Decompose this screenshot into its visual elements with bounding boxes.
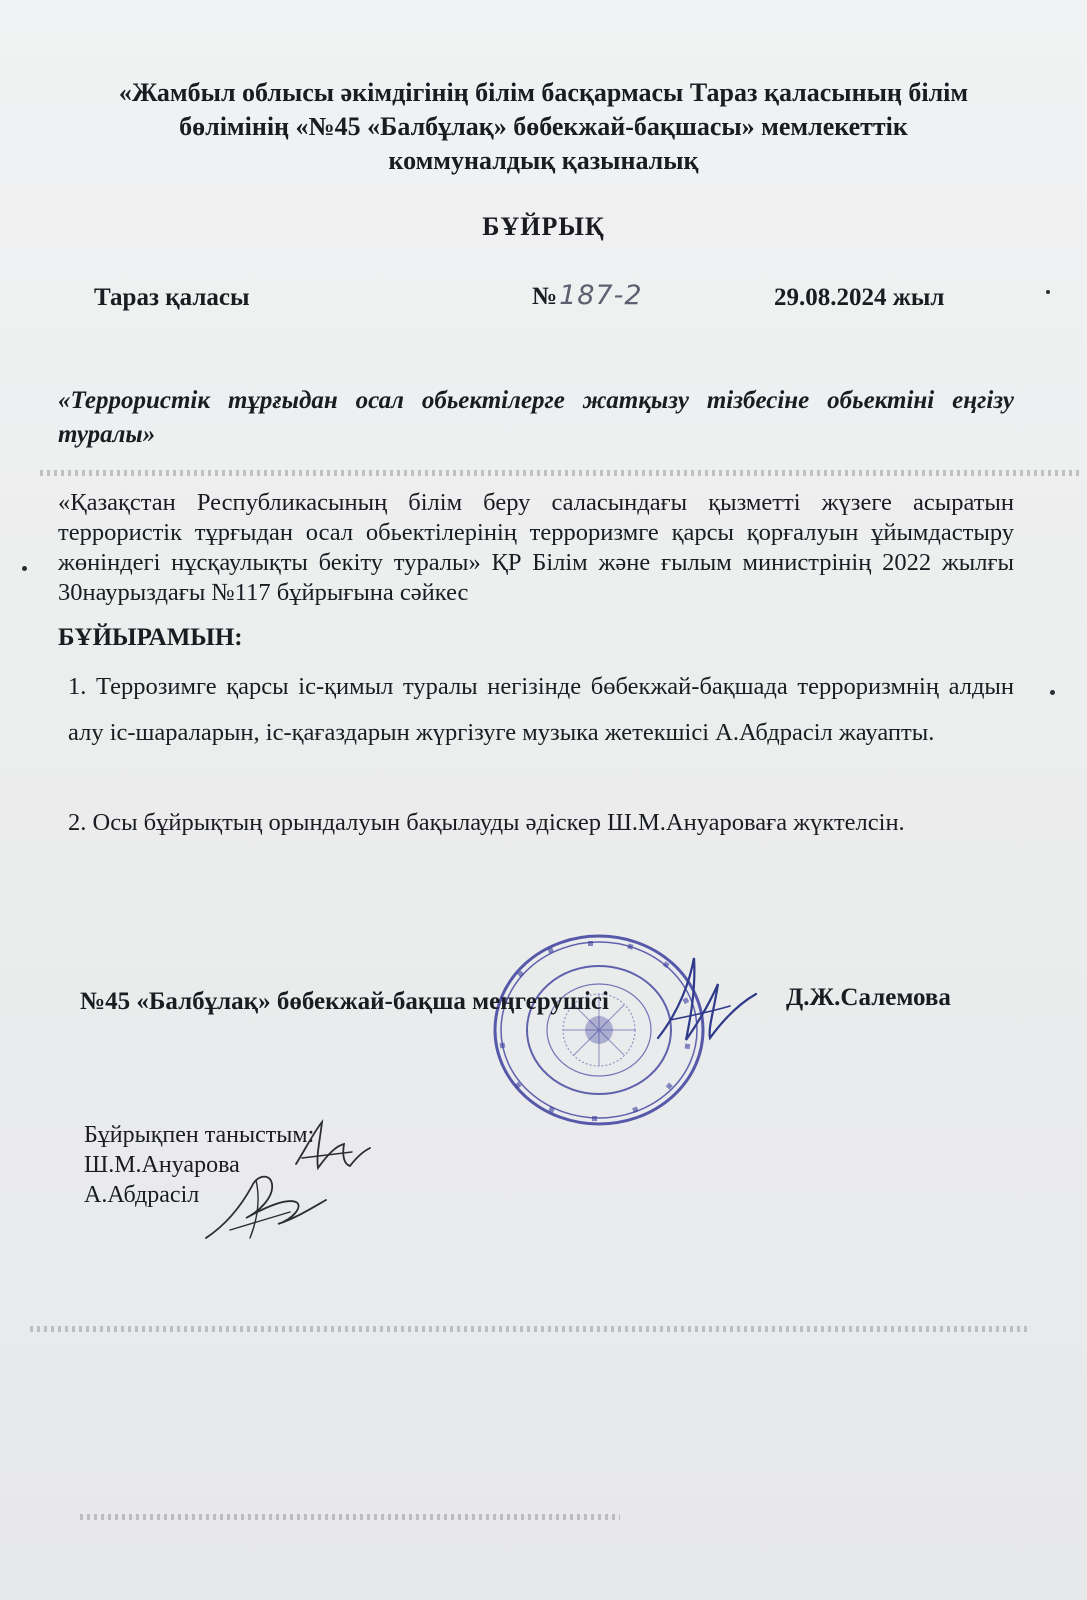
handwritten-number: 187-2	[559, 280, 643, 311]
scan-streak	[40, 470, 1080, 476]
scan-streak	[30, 1326, 1030, 1332]
speck-mark	[1050, 690, 1055, 695]
order-subject: «Террористік тұрғыдан осал обьектілерге жатқызу тізбесіне обьектіні еңгізу туралы»	[58, 387, 1014, 448]
document-date: 29.08.2024 жыл	[774, 284, 945, 311]
header-line: коммуналдық қазыналық	[388, 146, 699, 175]
header-line: «Жамбыл облысы әкімдігінің білім басқармасы Тараз қаласының білім	[118, 78, 969, 107]
number-label: №	[532, 283, 558, 310]
order-item: 1. Террозимге қарсы іс-қимыл туралы негізінде бөбекжай-бақшада терроризмнің алдын алу іс-шараларын, іс-қағаздарын жүргізуге музыка жетекшісі А.Абдрасіл жауапты.	[68, 673, 1014, 746]
document-number	[532, 280, 643, 311]
head-position: №45 «Балбұлақ» бөбекжай-бақша меңгерушісі	[80, 988, 609, 1015]
document-city: Тараз қаласы	[94, 284, 250, 311]
abdrasil-signature-icon	[200, 1168, 330, 1248]
acknowledgement-name: Ш.М.Ануарова	[84, 1152, 240, 1178]
scan-streak	[80, 1514, 620, 1520]
head-signature-icon	[650, 950, 760, 1050]
speck-mark	[1046, 290, 1050, 294]
document-title: БҰЙРЫҚ	[482, 212, 605, 241]
head-name: Д.Ж.Салемова	[786, 984, 951, 1011]
speck-mark	[22, 566, 27, 571]
organization-header	[40, 76, 1047, 178]
acknowledgement-label: Бұйрықпен таныстым:	[84, 1122, 315, 1148]
order-basis: «Қазақстан Республикасының білім беру саласындағы қызметті жүзеге асыратын террористік тұрғыдан осал обьектілерінің терроризмге қарсы қорғалуын ұйымдастыру жөніндегі нұсқаулықты бекіту туралы» ҚР Білім және ғылым министрінің 2022 жылғы 30наурыздағы №117 бұйрығына сәйкес	[58, 489, 1014, 606]
acknowledgement-name: А.Абдрасіл	[84, 1182, 200, 1208]
order-item: 2. Осы бұйрықтың орындалуын бақылауды әдіскер Ш.М.Ануароваға жүктелсін.	[68, 809, 905, 836]
header-line: бөлімінің «№45 «Балбұлақ» бөбекжай-бақшасы» мемлекеттік	[179, 112, 908, 141]
order-word: БҰЙЫРАМЫН:	[58, 624, 243, 651]
